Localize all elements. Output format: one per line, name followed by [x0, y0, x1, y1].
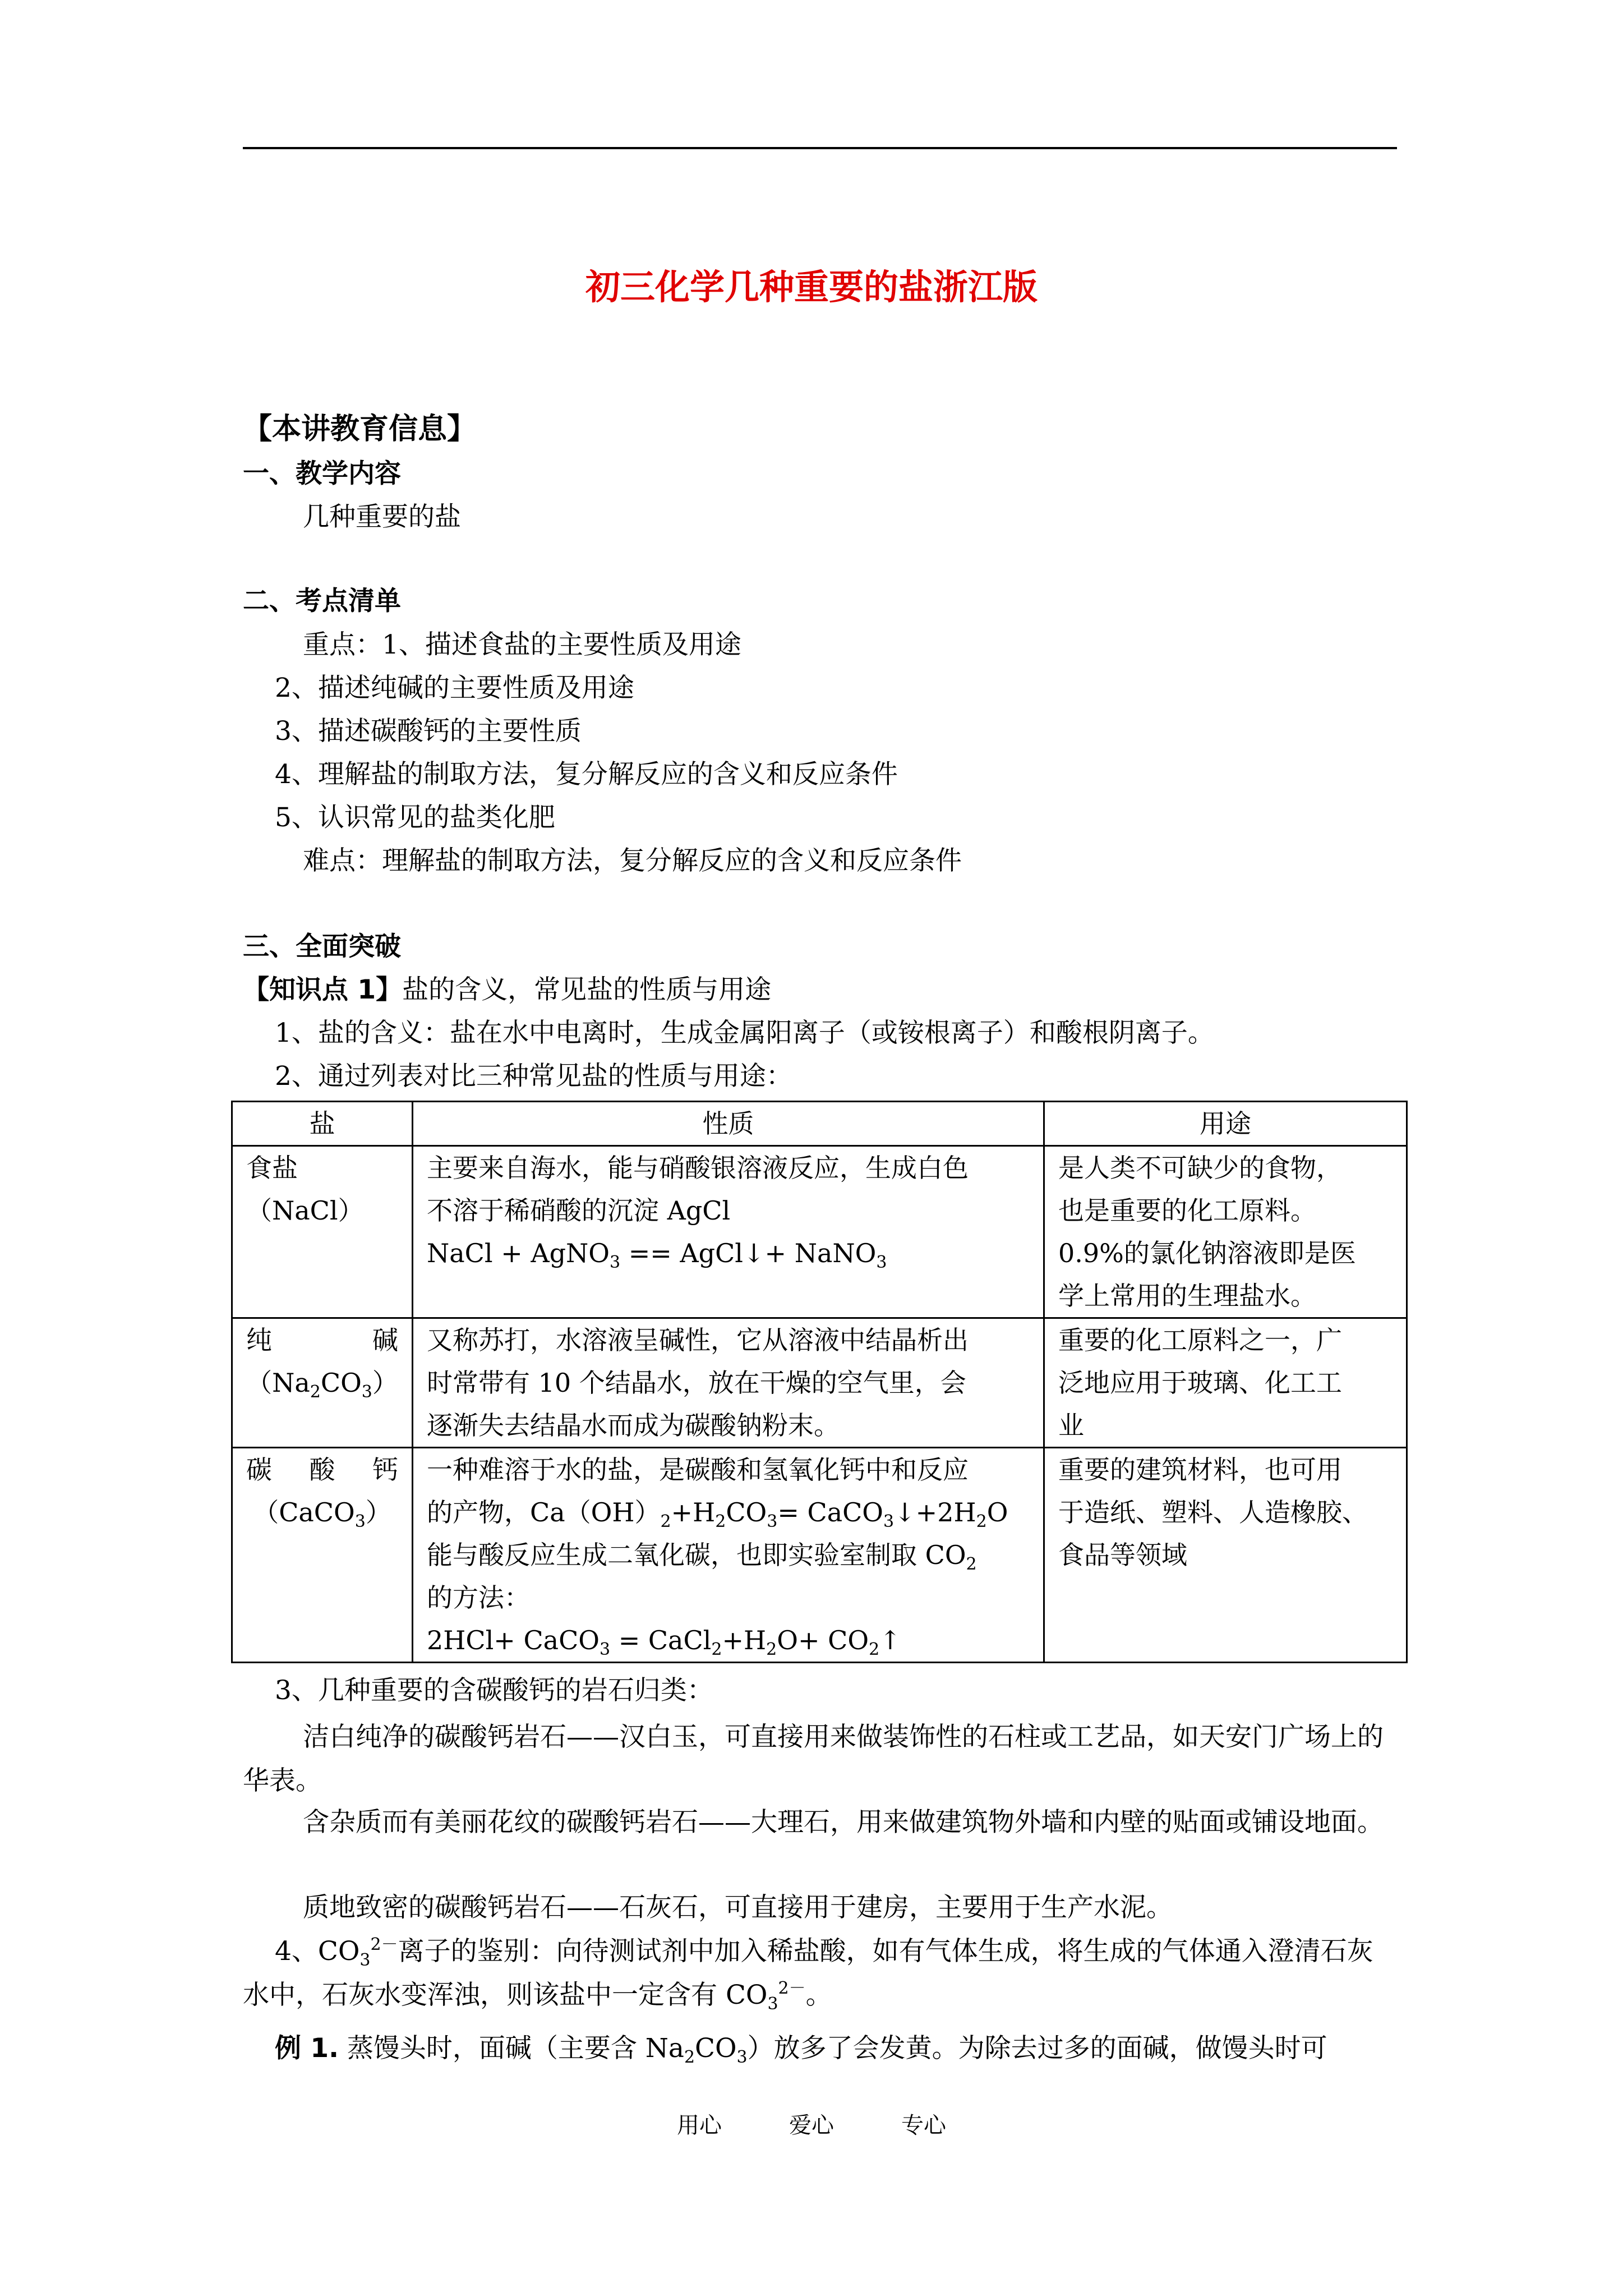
- s2-line: 重点：1、描述食盐的主要性质及用途: [303, 629, 741, 660]
- property-line: 能与酸反应生成二氧化碳，也即实验室制取 $CO_2$: [427, 1540, 977, 1574]
- salt-name: 碳 酸 钙 （CaCO$_3$）: [232, 1448, 413, 1663]
- s2-line: 3、描述碳酸钙的主要性质: [275, 716, 582, 747]
- p3-paragraph: 质地致密的碳酸钙岩石——石灰石，可直接用于建房，主要用于生产水泥。: [303, 1892, 1173, 1923]
- table-row: [232, 1448, 1407, 1663]
- equation: 2HCl+ CaCO$_3$ = $CaCl_2+H_2O+$ $CO_2↑$: [427, 1625, 901, 1659]
- p3-paragraph: 洁白纯净的碳酸钙岩石——汉白玉，可直接用来做装饰性的石柱或工艺品，如天安门广场上的华表。: [243, 1722, 1384, 1796]
- example-label: 例 1.: [275, 2033, 339, 2064]
- salt-property: [413, 1146, 1044, 1318]
- use-line: 也是重要的化工原料。: [1058, 1195, 1316, 1226]
- s2-line: 2、描述纯碱的主要性质及用途: [275, 673, 634, 703]
- header-rule: [243, 147, 1397, 149]
- s2-line: 难点：理解盐的制取方法，复分解反应的含义和反应条件: [303, 845, 962, 876]
- s3-p1: 1、盐的含义：盐在水中电离时，生成金属阳离子（或铵根离子）和酸根阴离子。: [275, 1018, 1214, 1048]
- salt-use: [1044, 1448, 1407, 1663]
- page-footer: [0, 2108, 1623, 2139]
- property-line: 的方法：: [427, 1582, 530, 1613]
- use-line: 学上常用的生理盐水。: [1058, 1281, 1316, 1311]
- table-row: [232, 1318, 1407, 1448]
- salt-comparison-table: [231, 1101, 1408, 1663]
- p3-paragraph: 含杂质而有美丽花纹的碳酸钙岩石——大理石，用来做建筑物外墙和内壁的贴面或铺设地面。: [303, 1807, 1384, 1838]
- s2-line: 5、认识常见的盐类化肥: [275, 802, 555, 833]
- property-line: 不溶于稀硝酸的沉淀 AgCl: [427, 1195, 731, 1226]
- header-salt: 盐: [232, 1102, 413, 1146]
- use-line: 是人类不可缺少的食物，: [1058, 1153, 1342, 1183]
- use-line: 0.9%的氯化钠溶液即是医: [1058, 1238, 1356, 1268]
- use-line: 业: [1058, 1410, 1084, 1441]
- kp-label: 【知识点 1】: [243, 974, 403, 1005]
- use-line: 泛地应用于玻璃、化工工: [1058, 1368, 1342, 1398]
- property-line: 逐渐失去结晶水而成为碳酸钠粉末。: [427, 1410, 840, 1441]
- salt-name-text: 食盐（NaCl）: [246, 1153, 364, 1226]
- salt-property: [413, 1318, 1044, 1448]
- salt-property: [413, 1448, 1044, 1663]
- s2-line: 4、理解盐的制取方法，复分解反应的含义和反应条件: [275, 759, 898, 790]
- section-header: 【本讲教育信息】: [243, 412, 477, 446]
- equation: NaCl + AgNO$_3$ == AgCl↓+ NaNO$_3$: [427, 1238, 887, 1272]
- s3-heading: 三、全面突破: [243, 931, 401, 962]
- table-header-row: [232, 1102, 1407, 1146]
- kp-text: 盐的含义，常见盐的性质与用途: [402, 974, 772, 1005]
- salt-use: [1044, 1318, 1407, 1448]
- table-row: [232, 1146, 1407, 1318]
- property-line: 又称苏打，水溶液呈碱性，它从溶液中结晶析出: [427, 1325, 969, 1355]
- p4-paragraph: 4、$CO_3^{2-}$离子的鉴别：向待测试剂中加入稀盐酸，如有气体生成，将生成的气体通入澄清石灰水中，石灰水变浑浊，则该盐中一定含有 $CO_3^{2-}$。: [243, 1935, 1373, 2014]
- property-line: 主要来自海水，能与硝酸银溶液反应，生成白色: [427, 1153, 969, 1183]
- s2-heading: 二、考点清单: [243, 586, 401, 616]
- use-line: 重要的建筑材料，也可用: [1058, 1455, 1342, 1485]
- salt-use: [1044, 1146, 1407, 1318]
- property-line: 一种难溶于水的盐，是碳酸和氢氧化钙中和反应: [427, 1455, 969, 1485]
- example-1: 例 1. 蒸馒头时，面碱（主要含 $Na_2CO_3$）放多了会发黄。为除去过多的面碱，做馒头时可: [275, 2033, 1327, 2067]
- s1-heading: 一、教学内容: [243, 458, 401, 489]
- knowledge-point-1: [243, 973, 771, 1007]
- s3-p2: 2、通过列表对比三种常见盐的性质与用途：: [275, 1061, 792, 1092]
- s1-text: 几种重要的盐: [303, 501, 461, 532]
- footer-item: 爱心: [789, 2113, 834, 2138]
- header-property: 性质: [413, 1102, 1044, 1146]
- footer-item: 专心: [901, 2113, 946, 2138]
- page-title: 初三化学几种重要的盐浙江版: [585, 266, 1038, 307]
- use-line: 重要的化工原料之一，广: [1058, 1325, 1342, 1355]
- use-line: 食品等领域: [1058, 1540, 1187, 1570]
- p3-heading: 3、几种重要的含碳酸钙的岩石归类：: [275, 1675, 713, 1706]
- salt-name: [232, 1146, 413, 1318]
- salt-name: 纯 碱 $(Na_2CO_3)$: [232, 1318, 413, 1448]
- equation: 的产物，$Ca(OH)_2+H_2CO_3=$ $CaCO_3↓+2H_2O$: [427, 1497, 1008, 1531]
- footer-item: 用心: [677, 2113, 722, 2138]
- use-line: 于造纸、塑料、人造橡胶、: [1058, 1497, 1368, 1527]
- header-use: 用途: [1044, 1102, 1407, 1146]
- property-line: 时常带有 10 个结晶水，放在干燥的空气里，会: [427, 1368, 966, 1398]
